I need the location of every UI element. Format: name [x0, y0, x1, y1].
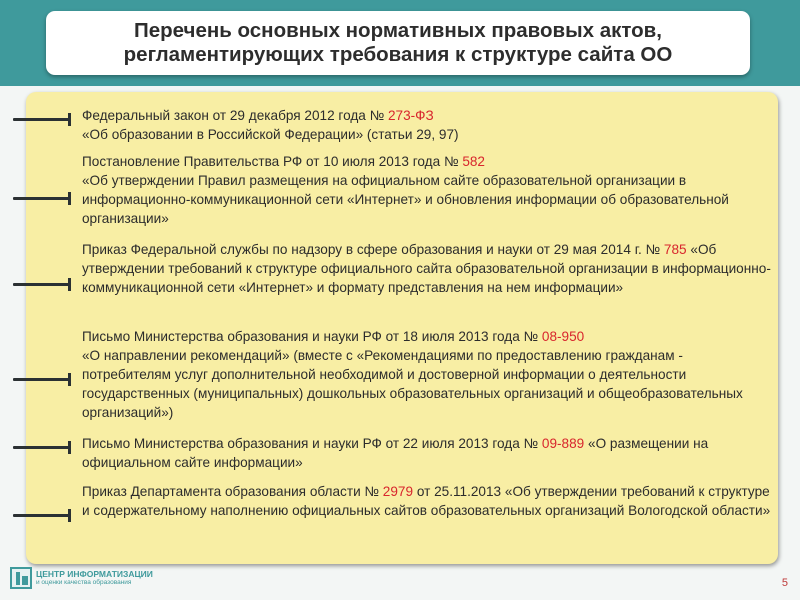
act-item-1	[82, 106, 772, 144]
act-title: от 25.11.2013 «Об утверждении требований к структуре и содержательному наполнению официальных сайтов образовательных организаций Вологодской области»	[82, 484, 771, 518]
connector-4	[13, 378, 71, 381]
logo-subtitle: и оценки качества образования	[36, 579, 132, 586]
act-text: Приказ Департамента образования области №	[82, 484, 383, 499]
act-title: «О размещении на официальном сайте информации»	[82, 436, 709, 470]
act-title: «О направлении рекомендаций» (вместе с «Рекомендациями по предоставлению гражданам - потребителям услуг дополнительной необходимой и достоверной информации о деятельности государственных (муниципальных) дошкольных образовательных организаций и общеобразовательных организаций»)	[82, 348, 743, 420]
connector-1	[13, 118, 71, 121]
act-text: Постановление Правительства РФ от 10 июля 2013 года №	[82, 154, 463, 169]
act-number: 09-889	[541, 436, 585, 451]
connector-3	[13, 283, 71, 286]
logo-title: ЦЕНТР ИНФОРМАТИЗАЦИИ	[36, 569, 153, 579]
act-title: «Об образовании в Российской Федерации» (статьи 29, 97)	[82, 127, 459, 142]
act-number: 273-ФЗ	[387, 108, 434, 123]
act-item-5	[82, 434, 772, 472]
act-number: 08-950	[541, 329, 585, 344]
act-item-2	[82, 152, 772, 228]
connector-2	[13, 197, 71, 200]
connector-5	[13, 446, 71, 449]
title-box	[46, 11, 750, 75]
act-item-3	[82, 240, 772, 297]
act-number: 582	[462, 154, 485, 169]
logo-icon	[10, 567, 32, 589]
act-number: 2979	[382, 484, 414, 499]
title-line-1: Перечень основных нормативных правовых актов,	[134, 19, 662, 42]
page-number: 5	[781, 577, 788, 589]
act-item-4	[82, 327, 772, 422]
title-line-2: регламентирующих требования к структуре сайта ОО	[123, 43, 673, 66]
act-title: «Об утверждении Правил размещения на официальном сайте образовательной организации в информационно-коммуникационной сети «Интернет» и обновления информации об образовательной организации»	[82, 173, 729, 226]
connector-6	[13, 514, 71, 517]
act-text: Письмо Министерства образования и науки РФ от 18 июля 2013 года №	[82, 329, 542, 344]
organization-logo	[10, 567, 200, 593]
act-title: «Об утверждении требований к структуре официального сайта образовательной организации в информационно-коммуникационной сети «Интернет» и формату представления на нем информации»	[82, 242, 771, 295]
act-item-6	[82, 482, 772, 520]
slide-title	[124, 19, 673, 67]
act-number: 785	[663, 242, 687, 257]
act-text: Федеральный закон от 29 декабря 2012 года №	[82, 108, 388, 123]
act-text: Приказ Федеральной службы по надзору в сфере образования и науки от 29 мая 2014 г. №	[82, 242, 664, 257]
act-text: Письмо Министерства образования и науки РФ от 22 июля 2013 года №	[82, 436, 542, 451]
